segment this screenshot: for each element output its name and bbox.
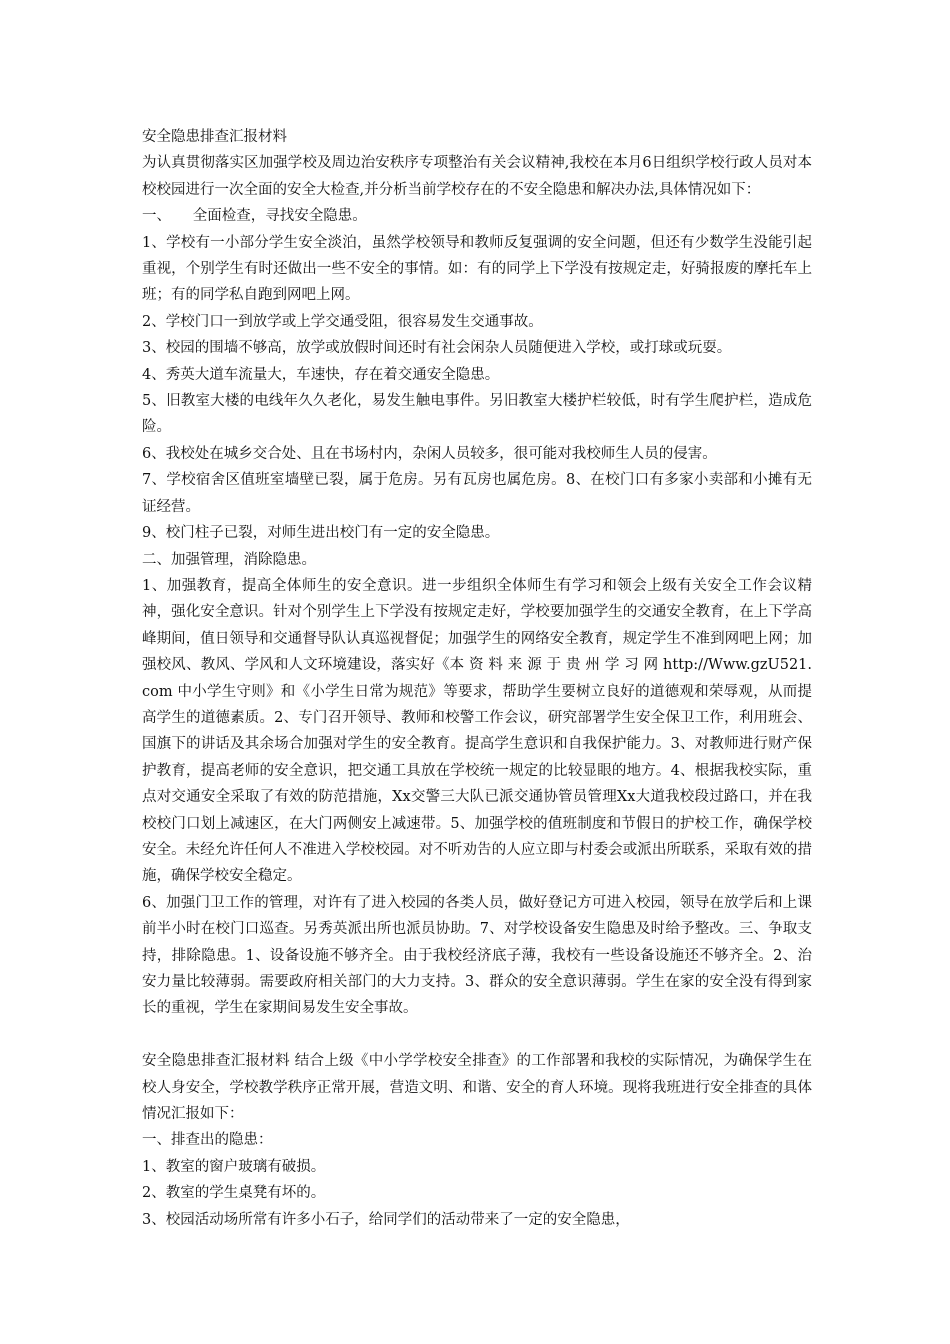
- management-measures-continued: 6、加强门卫工作的管理，对许有了进入校园的各类人员，做好登记方可进入校园，领导在放学后和上课前半小时在校门口巡查。另秀英派出所也派员协助。7、对学校设备安生隐患及时给予整改。三、争取支持，排除隐患。1、设备设施不够齐全。由于我校经济底子薄，我校有一些设备设施还不够齐全。2、治安力量比较薄弱。需要政府相关部门的大力支持。3、群众的安全意识薄弱。学生在家的安全没有得到家长的重视，学生在家期间易发生安全事故。: [142, 894, 812, 1017]
- hazard-item-2: 2、学校门口一到放学或上学交通受阻，很容易发生交通事故。: [142, 313, 543, 330]
- hazard-item-6: 6、我校处在城乡交合处、且在书场村内，杂闲人员较多，很可能对我校师生人员的侵害。: [142, 445, 717, 462]
- hazard-item-7-8: 7、学校宿舍区值班室墙壁已裂，属于危房。另有瓦房也属危房。8、在校门口有多家小卖部和小摊有无证经营。: [142, 472, 812, 515]
- blank-line: [142, 1022, 812, 1048]
- section-heading-found-hazards: 一、排查出的隐患：: [142, 1132, 273, 1149]
- hazard-item-3: 3、校园的围墙不够高，放学或放假时间还时有社会闲杂人员随便进入学校，或打球或玩耍。: [142, 340, 732, 357]
- found-hazard-2: 2、教室的学生桌凳有坏的。: [142, 1185, 326, 1202]
- second-report-intro: 安全隐患排查汇报材料 结合上级《中小学学校安全排查》的工作部署和我校的实际情况，为确保学生在校人身安全，学校教学秩序正常开展，营造文明、和谐、安全的育人环境。现将我班进行安全排查的具体情况汇报如下：: [142, 1053, 812, 1123]
- found-hazard-1: 1、教室的窗户玻璃有破损。: [142, 1158, 326, 1175]
- hazard-item-5: 5、旧教室大楼的电线年久久老化，易发生触电事件。另旧教室大楼护栏较低，时有学生爬护栏，造成危险。: [142, 393, 812, 436]
- found-hazard-3: 3、校园活动场所常有许多小石子，给同学们的活动带来了一定的安全隐患，: [142, 1211, 630, 1228]
- intro-paragraph: 为认真贯彻落实区加强学校及周边治安秩序专项整治有关会议精神,我校在本月6日组织学校行政人员对本校校园进行一次全面的安全大检查,并分析当前学校存在的不安全隐患和解决办法,具体情况如下：: [142, 155, 812, 198]
- hazard-item-9: 9、校门柱子已裂，对师生进出校门有一定的安全隐患。: [142, 525, 500, 542]
- section-heading-management: 二、加强管理，消除隐患。: [142, 551, 316, 568]
- section-heading-inspection: 一、 全面检查，寻找安全隐患。: [142, 208, 367, 225]
- hazard-item-1: 1、学校有一小部分学生安全淡泊，虽然学校领导和教师反复强调的安全问题，但还有少数学生没能引起重视，个别学生有时还做出一些不安全的事情。如：有的同学上下学没有按规定走，好骑报废的摩托车上班；有的同学私自跑到网吧上网。: [142, 234, 812, 304]
- document-body: [142, 124, 812, 1233]
- hazard-item-4: 4、秀英大道车流量大，车速快，存在着交通安全隐患。: [142, 366, 500, 383]
- management-measures: 1、加强教育，提高全体师生的安全意识。进一步组织全体师生有学习和领会上级有关安全工作会议精神，强化安全意识。针对个别学生上下学没有按规定走好，学校要加强学生的交通安全教育，在上下学高峰期间，值日领导和交通督导队认真巡视督促；加强学生的网络安全教育，规定学生不准到网吧上网；加强校风、教风、学风和人文环境建设，落实好《本 资 料 来 源 于 贵 州 学 习 网 http://Www.gzU521.com 中小学生守则》和《小学生日常为规范》等要求，帮助学生要树立良好的道德观和荣辱观，从而提高学生的道德素质。2、专门召开领导、教师和校警工作会议，研究部署学生安全保卫工作，利用班会、国旗下的讲话及其余场合加强对学生的安全教育。提高学生意识和自我保护能力。3、对教师进行财产保护教育，提高老师的安全意识，把交通工具放在学校统一规定的比较显眼的地方。4、根据我校实际，重点对交通安全采取了有效的防范措施，Xx交警三大队已派交通协管员管理Xx大道我校段过路口，并在我校校门口划上减速区，在大门两侧安上减速带。5、加强学校的值班制度和节假日的护校工作，确保学校安全。未经允许任何人不准进入学校校园。对不听劝告的人应立即与村委会或派出所联系，采取有效的措施，确保学校安全稳定。: [142, 577, 812, 885]
- document-title: 安全隐患排查汇报材料: [142, 129, 287, 145]
